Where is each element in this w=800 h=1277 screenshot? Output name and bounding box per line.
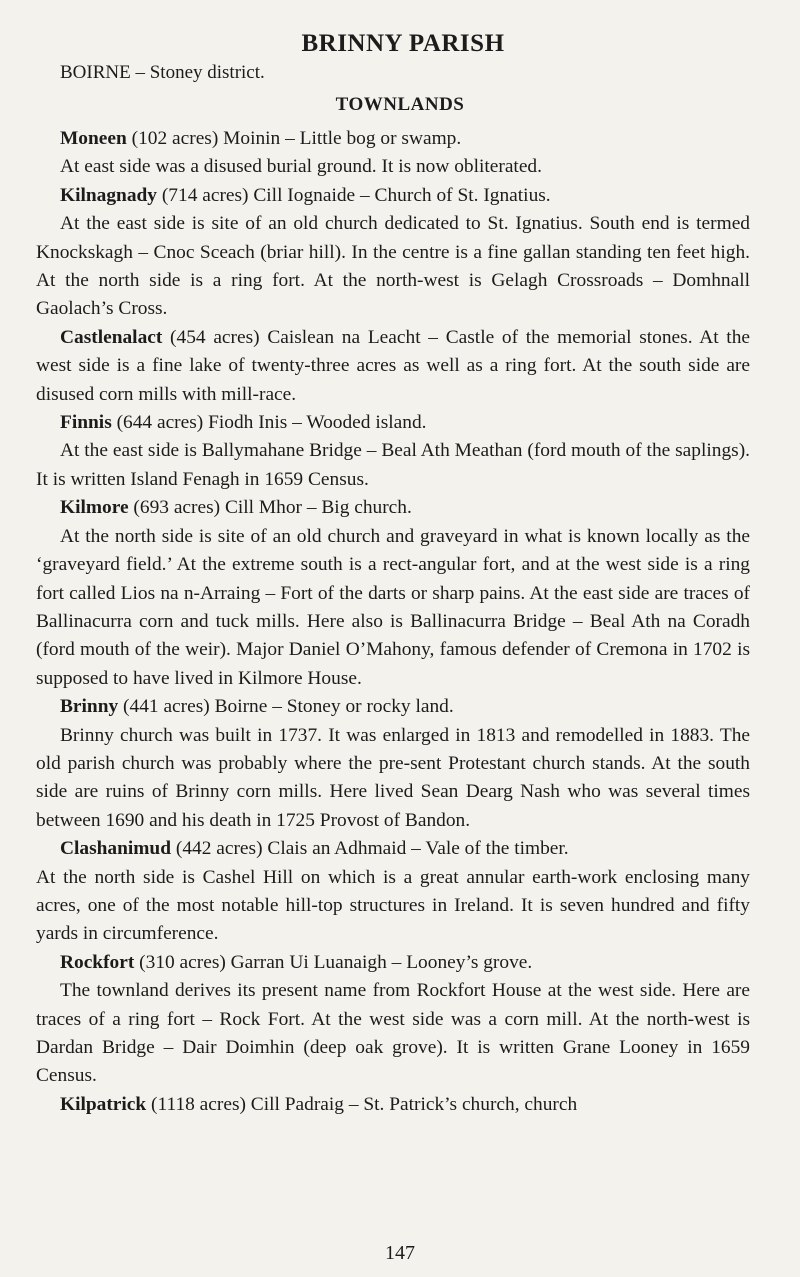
section-heading: TOWNLANDS xyxy=(335,94,465,115)
page-number: 147 xyxy=(385,1242,415,1264)
entry-castlenalact xyxy=(36,324,750,409)
entry-heading xyxy=(36,182,750,210)
townland-name: Brinny xyxy=(60,696,119,718)
townland-name: Clashanimud xyxy=(60,838,172,860)
entry-heading xyxy=(36,494,750,522)
entry-heading xyxy=(36,1091,750,1119)
townland-name: Kilpatrick xyxy=(60,1093,147,1115)
entry-finnis xyxy=(36,409,750,494)
entry-kilnagnady xyxy=(36,182,750,324)
entry-moneen xyxy=(36,125,750,182)
townland-name: Finnis xyxy=(60,412,112,434)
entry-kilmore xyxy=(36,494,750,693)
townland-name: Kilnagnady xyxy=(60,184,157,206)
entry-brinny xyxy=(36,693,750,835)
entry-heading xyxy=(36,324,750,409)
townland-entries xyxy=(36,125,750,1119)
entry-heading xyxy=(36,693,750,721)
townland-details: (693 acres) Cill Mhor – Big church. xyxy=(128,497,412,519)
entry-description: At east side was a disused burial ground. It is now obliterated. xyxy=(60,156,542,178)
townland-details: (310 acres) Garran Ui Luanaigh – Looney’s grove. xyxy=(134,951,533,973)
entry-rockfort xyxy=(36,949,750,1091)
townland-details: (1118 acres) Cill Padraig – St. Patrick’s church, church xyxy=(146,1093,578,1115)
page-subtitle: BOIRNE – Stoney district. xyxy=(60,62,265,83)
townland-details: (441 acres) Boirne – Stoney or rocky land. xyxy=(118,696,454,718)
entry-description: Brinny church was built in 1737. It was enlarged in 1813 and remodelled in 1883. The old parish church was probably where the pre-sent Protestant church stands. At the south side are ruins of Brinny corn mills. Here lived Sean Dearg Nash who was several times between 1690 and his death in 1725 Provost of Bandon. xyxy=(36,724,750,831)
entry-heading xyxy=(36,949,750,977)
entry-kilpatrick xyxy=(36,1091,750,1119)
townland-details: (644 acres) Fiodh Inis – Wooded island. xyxy=(111,412,427,434)
townland-name: Moneen xyxy=(60,128,127,149)
entry-description: At the east side is site of an old church dedicated to St. Ignatius. South end is termed Knockskagh – Cnoc Sceach (briar hill). In the centre is a fine gallan standing ten feet high. At the north side is a ring fort. At the north-west is Gelagh Crossroads – Domhnall Gaolach’s Cross. xyxy=(36,213,750,320)
townland-name: Rockfort xyxy=(60,951,135,973)
entry-heading xyxy=(36,409,750,437)
townland-name: Kilmore xyxy=(60,497,129,519)
townland-details: (442 acres) Clais an Adhmaid – Vale of the timber. xyxy=(171,838,569,860)
entry-clashanimud xyxy=(36,835,750,949)
entry-description: At the east side is Ballymahane Bridge – Beal Ath Meathan (ford mouth of the saplings). It is written Island Fenagh in 1659 Census. xyxy=(36,440,750,490)
townland-name: Castlenalact xyxy=(60,326,163,348)
entry-description: At the north side is site of an old church and graveyard in what is known locally as the ‘graveyard field.’ At the extreme south is a rect-angular fort, and at the west side is a ring fort called Lios na n-Arraing – Fort of the darts or sharp pains. At the east side are traces of Ballinacurra corn and tuck mills. Here also is Ballinacurra Bridge – Beal Ath na Coradh (ford mouth of the weir). Major Daniel O’Mahony, famous defender of Cremona in 1702 is supposed to have lived in Kilmore House. xyxy=(36,525,750,689)
entry-heading xyxy=(36,835,750,863)
entry-description: The townland derives its present name from Rockfort House at the west side. Here are traces of a ring fort – Rock Fort. At the west side was a corn mill. At the north-west is Dardan Bridge – Dair Doimhin (deep oak grove). It is written Grane Looney in 1659 Census. xyxy=(36,980,750,1087)
page-title: BRINNY PARISH xyxy=(301,30,505,57)
townland-details: (454 acres) Caislean na Leacht – Castle of the memorial stones. At the west side is a fine lake of twenty-three acres as well as a ring fort. At the south side are disused corn mills with mill-race. xyxy=(36,326,750,405)
entry-heading xyxy=(36,125,750,153)
townland-details: (102 acres) Moinin – Little bog or swamp. xyxy=(126,128,462,149)
entry-description: At the north side is Cashel Hill on which is a great annular earth-work enclosing many acres, one of the most notable hill-top structures in Ireland. It is seven hundred and fifty yards in circumference. xyxy=(36,866,750,945)
townland-details: (714 acres) Cill Iognaide – Church of St. Ignatius. xyxy=(157,184,551,206)
